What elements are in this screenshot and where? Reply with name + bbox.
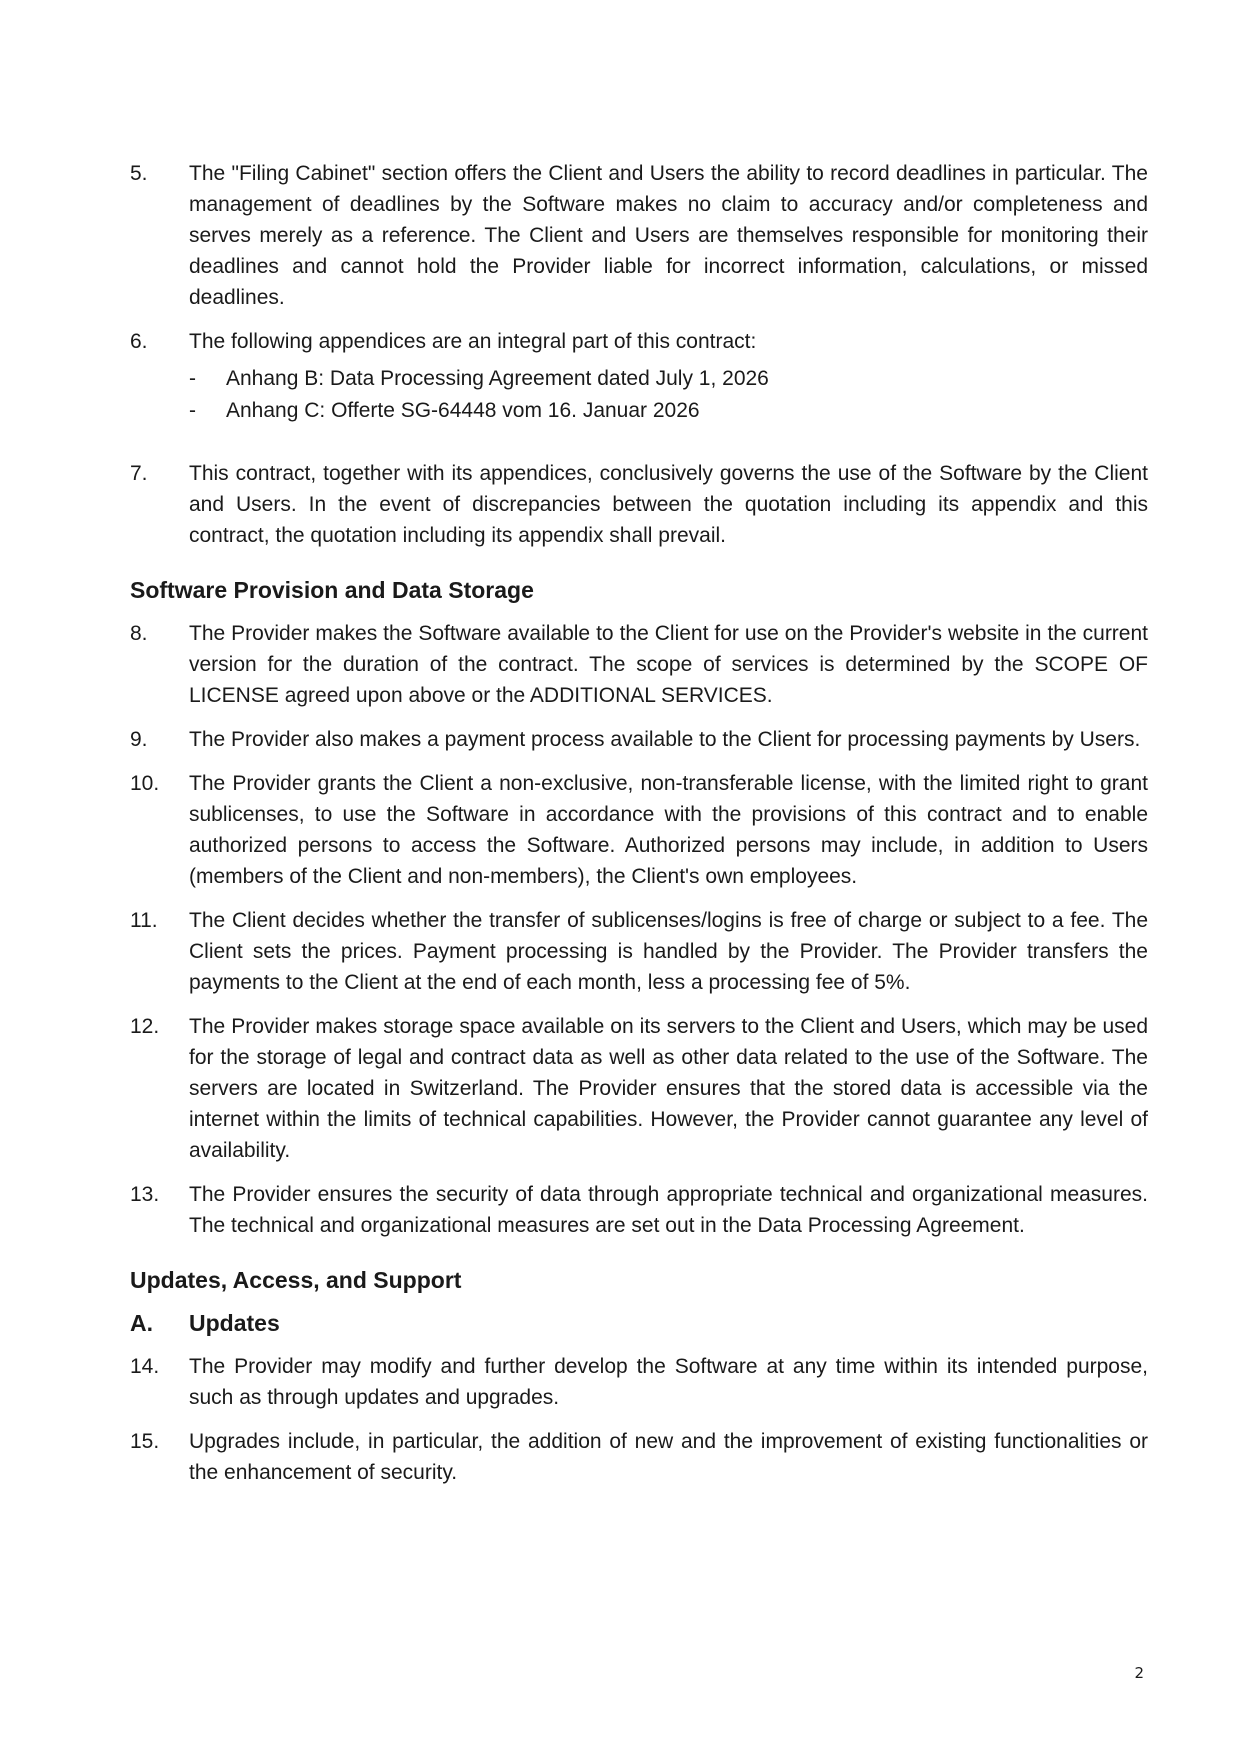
clause-5	[130, 158, 1148, 313]
subsection-title: Updates	[189, 1310, 280, 1336]
clause-number: 14.	[130, 1355, 160, 1378]
section-heading-software: Software Provision and Data Storage	[130, 577, 534, 603]
clause-number: 9.	[130, 728, 148, 751]
clause-6	[130, 326, 1148, 357]
clause-number: 13.	[130, 1183, 160, 1206]
section-heading-updates: Updates, Access, and Support	[130, 1267, 462, 1293]
clause-13	[130, 1179, 1148, 1241]
clause-10	[130, 768, 1148, 892]
clause-9	[130, 724, 1148, 755]
clause-12	[130, 1011, 1148, 1166]
appendix-item	[189, 363, 1148, 395]
clause-text: The Provider ensures the security of data through appropriate technical and organizational measures. The technical and organizational measures are set out in the Data Processing Agreement.	[189, 1183, 1148, 1237]
clause-text: The Provider also makes a payment process available to the Client for processing payments by Users.	[189, 728, 1141, 751]
clause-text: This contract, together with its appendices, conclusively governs the use of the Software by the Client and Users. In the event of discrepancies between the quotation including its appendix and this contract, the quotation including its appendix shall prevail.	[189, 462, 1148, 547]
clause-number: 6.	[130, 330, 148, 353]
clause-text: Upgrades include, in particular, the addition of new and the improvement of existing functionalities or the enhancement of security.	[189, 1430, 1148, 1484]
clause-15	[130, 1426, 1148, 1488]
subsection-number: A.	[130, 1310, 153, 1336]
clause-text: The Provider makes storage space available on its servers to the Client and Users, which may be used for the storage of legal and contract data as well as other data related to the use of the Software. The servers are located in Switzerland. The Provider ensures that the stored data is accessible via the internet within the limits of technical capabilities. However, the Provider cannot guarantee any level of availability.	[189, 1015, 1148, 1162]
appendix-item	[189, 395, 1148, 427]
clause-number: 10.	[130, 772, 160, 795]
clause-7	[130, 458, 1148, 551]
list-dash: -	[189, 367, 196, 390]
clause-number: 11.	[130, 909, 158, 932]
clause-8	[130, 618, 1148, 711]
clause-text: The Client decides whether the transfer of sublicenses/logins is free of charge or subject to a fee. The Client sets the prices. Payment processing is handled by the Provider. The Provider transfers the payments to the Client at the end of each month, less a processing fee of 5%.	[189, 909, 1148, 994]
clause-number: 8.	[130, 622, 148, 645]
appendix-text: Anhang C: Offerte SG-64448 vom 16. Januar 2026	[226, 399, 700, 422]
clause-number: 12.	[130, 1015, 160, 1038]
subsection-heading-updates	[130, 1308, 1148, 1338]
clause-number: 15.	[130, 1430, 160, 1453]
clause-number: 5.	[130, 162, 148, 185]
clause-number: 7.	[130, 462, 148, 485]
page-number: 2	[1134, 1664, 1144, 1682]
clause-text: The Provider grants the Client a non-exclusive, non-transferable license, with the limited right to grant sublicenses, to use the Software in accordance with the provisions of this contract and to enable authorized persons to access the Software. Authorized persons may include, in addition to Users (members of the Client and non-members), the Client's own employees.	[189, 772, 1148, 888]
clause-text: The "Filing Cabinet" section offers the Client and Users the ability to record deadlines in particular. The management of deadlines by the Software makes no claim to accuracy and/or completeness and serves merely as a reference. The Client and Users are themselves responsible for monitoring their deadlines and cannot hold the Provider liable for incorrect information, calculations, or missed deadlines.	[189, 162, 1148, 309]
appendix-text: Anhang B: Data Processing Agreement dated July 1, 2026	[226, 367, 769, 390]
list-dash: -	[189, 399, 196, 422]
document-page	[130, 158, 1148, 1501]
clause-11	[130, 905, 1148, 998]
appendix-list	[189, 363, 1148, 427]
clause-14	[130, 1351, 1148, 1413]
clause-text: The Provider may modify and further develop the Software at any time within its intended purpose, such as through updates and upgrades.	[189, 1355, 1148, 1409]
clause-text: The following appendices are an integral part of this contract:	[189, 330, 757, 353]
clause-text: The Provider makes the Software available to the Client for use on the Provider's website in the current version for the duration of the contract. The scope of services is determined by the SCOPE OF LICENSE agreed upon above or the ADDITIONAL SERVICES.	[189, 622, 1148, 707]
